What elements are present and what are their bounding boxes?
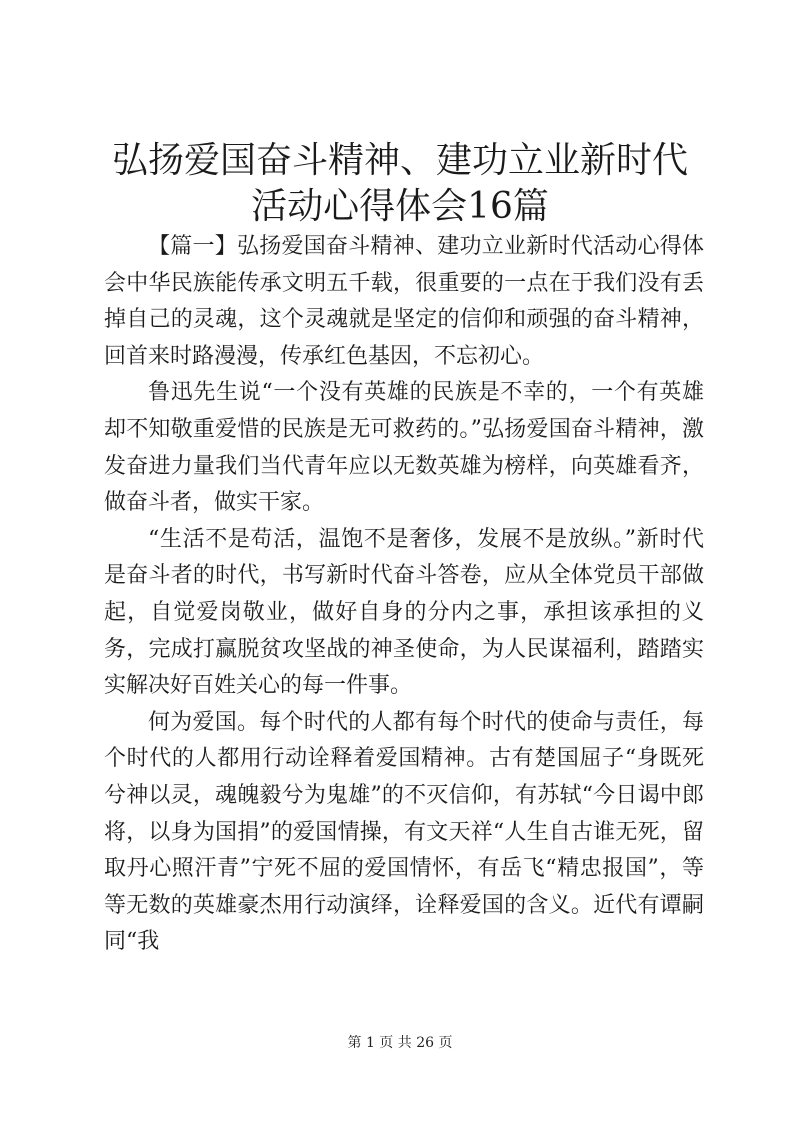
- paragraph-4: 何为爱国。每个时代的人都有每个时代的使命与责任，每个时代的人都用行动诠释着爱国精神。古有楚国屈子“身既死兮神以灵，魂魄毅兮为鬼雄”的不灭信仰，有苏轼“今日谒中郎将，以身为国捐”的爱国情操，有文天祥“人生自古谁无死，留取丹心照汗青”宁死不屈的爱国情怀，有岳飞“精忠报国”，等等无数的英雄豪杰用行动演绎，诠释爱国的含义。近代有谭嗣同“我: [104, 709, 704, 955]
- paragraph-2: 鲁迅先生说“一个没有英雄的民族是不幸的，一个有英雄却不知敬重爱惜的民族是无可救药的。”弘扬爱国奋斗精神，激发奋进力量我们当代青年应以无数英雄为榜样，向英雄看齐，做奋斗者，做实干家。: [104, 380, 704, 516]
- paragraph-1: 【篇一】弘扬爱国奋斗精神、建功立业新时代活动心得体会中华民族能传承文明五千载，很重要的一点在于我们没有丢掉自己的灵魂，这个灵魂就是坚定的信仰和顽强的奋斗精神，回首来时路漫漫，传承红色基因，不忘初心。: [104, 234, 704, 369]
- page-footer: 第 1 页 共 26 页: [347, 1035, 453, 1051]
- document-body: [104, 229, 704, 961]
- paragraph-3: “生活不是苟活，温饱不是奢侈，发展不是放纵。”新时代是奋斗者的时代，书写新时代奋斗答卷，应从全体党员干部做起，自觉爱岗敬业，做好自身的分内之事，承担该承担的义务，完成打赢脱贫攻坚战的神圣使命，为人民谋福利，踏踏实实解决好百姓关心的每一件事。: [104, 526, 704, 699]
- document-title: 弘扬爱国奋斗精神、建功立业新时代活动心得体会16篇: [111, 140, 688, 227]
